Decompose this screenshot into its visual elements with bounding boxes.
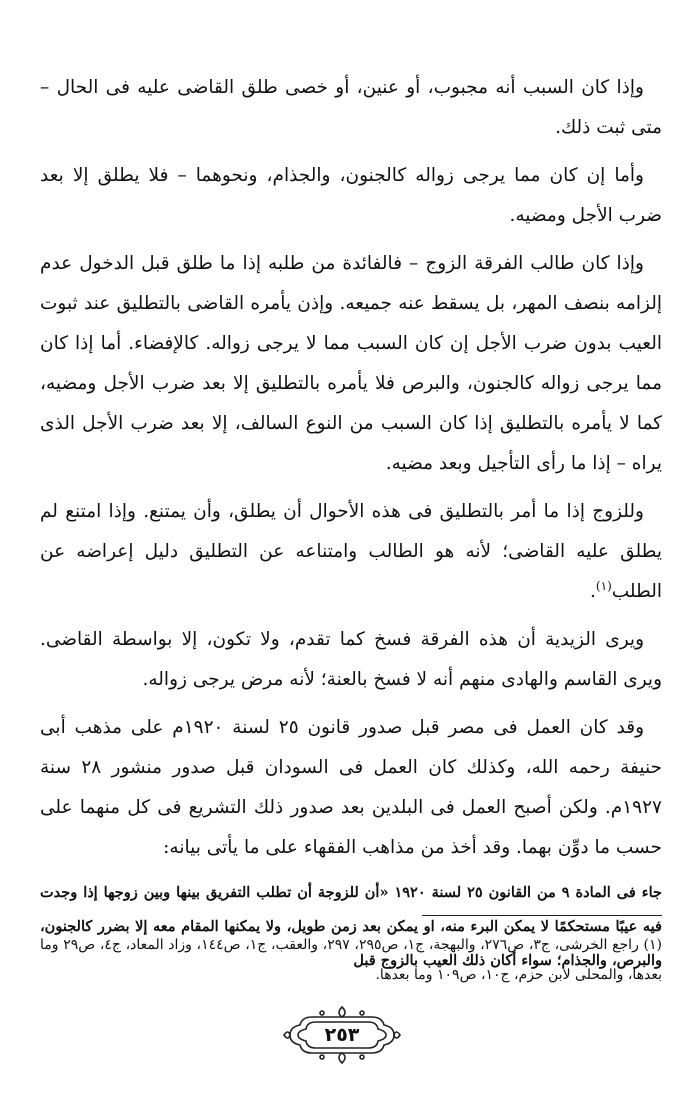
paragraph-6: وقد كان العمل فى مصر قبل صدور قانون ٢٥ لسنة ١٩٢٠م على مذهب أبى حنيفة رحمه الله، وكذلك كان العمل فى السودان قبل صدور منشور ٢٨ سنة ١٩٢٧م. ولكن أصبح العمل فى البلدين بعد صدور ذلك التشريع فى كل منهما على حسب ما دوِّن بهما. وقد أخذ من مذاهب الفقهاء على ما يأتى بيانه: bbox=[40, 717, 662, 858]
page-number-ornament bbox=[282, 1003, 402, 1067]
paragraph-4-text: وللزوج إذا ما أمر بالتطليق فى هذه الأحوال أن يطلق، وأن يمتنع. وإذا امتنع لم يطلق عليه القاضى؛ لأنه هو الطالب وامتناعه عن التطليق دليل إعراضه عن الطلب bbox=[40, 501, 662, 602]
law-quote-paragraph: جاء فى المادة ٩ من القانون ٢٥ لسنة ١٩٢٠ «أن للزوجة أن تطلب التفريق بينها وبين زوجها إذا وجدت فيه عيبًا مستحكمًا لا يمكن البرء منه، او يمكن بعد زمن طويل، ولا يمكنها المقام معه إلا بضرر كالجنون، والبرص، والجذام؛ سواء أكان ذلك العيب بالزوج قبل bbox=[40, 884, 662, 969]
main-text bbox=[40, 68, 662, 986]
page-number: ٢٥٣ bbox=[324, 1024, 360, 1046]
paragraph-2: وأما إن كان مما يرجى زواله كالجنون، والجذام، ونحوهما – فلا يطلق إلا بعد ضرب الأجل ومضيه. bbox=[40, 165, 662, 226]
footnote-divider bbox=[422, 915, 662, 916]
footnote-reference[interactable]: (١) bbox=[595, 578, 612, 593]
footnote: (١) راجع الخرشى، ج٣، ص٢٧٦، والبهجة، ج١، ص٢٩٥، ٢٩٧، والعقب، ج١، ص١٤٤، وزاد المعاد، ج٤، ص٢٩ وما بعدها، والمحلى لابن حزم، ج١٠، ص١٠٩ وما بعدها. bbox=[40, 937, 662, 983]
paragraph-5: ويرى الزيدية أن هذه الفرقة فسخ كما تقدم، ولا تكون، إلا بواسطة القاضى. ويرى القاسم والهادى منهم أنه لا فسخ بالعنة؛ لأنه مرض يرجى زواله. bbox=[40, 629, 662, 690]
paragraph-1: وإذا كان السبب أنه مجبوب، أو عنين، أو خصى طلق القاضى عليه فى الحال – متى ثبت ذلك. bbox=[40, 77, 662, 138]
paragraph-4: وللزوج إذا ما أمر بالتطليق فى هذه الأحوال أن يطلق، وأن يمتنع. وإذا امتنع لم يطلق عليه القاضى؛ لأنه هو الطالب وامتناعه عن التطليق دليل إعراضه عن الطلب$^{(١)}$. bbox=[40, 501, 662, 602]
paragraph-3: وإذا كان طالب الفرقة الزوج – فالفائدة من طلبه إذا ما طلق قبل الدخول عدم إلزامه بنصف المهر، بل يسقط عنه جميعه. وإذن يأمره القاضى بالتطليق عند ثبوت العيب بدون ضرب الأجل إن كان السبب مما لا يرجى زواله. كالإفضاء. أما إذا كان مما يرجى زواله كالجنون، والبرص فلا يأمره بالتطليق إلا بعد ضرب الأجل ومضيه، كما لا يأمره بالتطليق إذا كان السبب من النوع السالف، إلا بعد ضرب الأجل الذى يراه – إذا ما رأى التأجيل وبعد مضيه. bbox=[40, 253, 662, 474]
